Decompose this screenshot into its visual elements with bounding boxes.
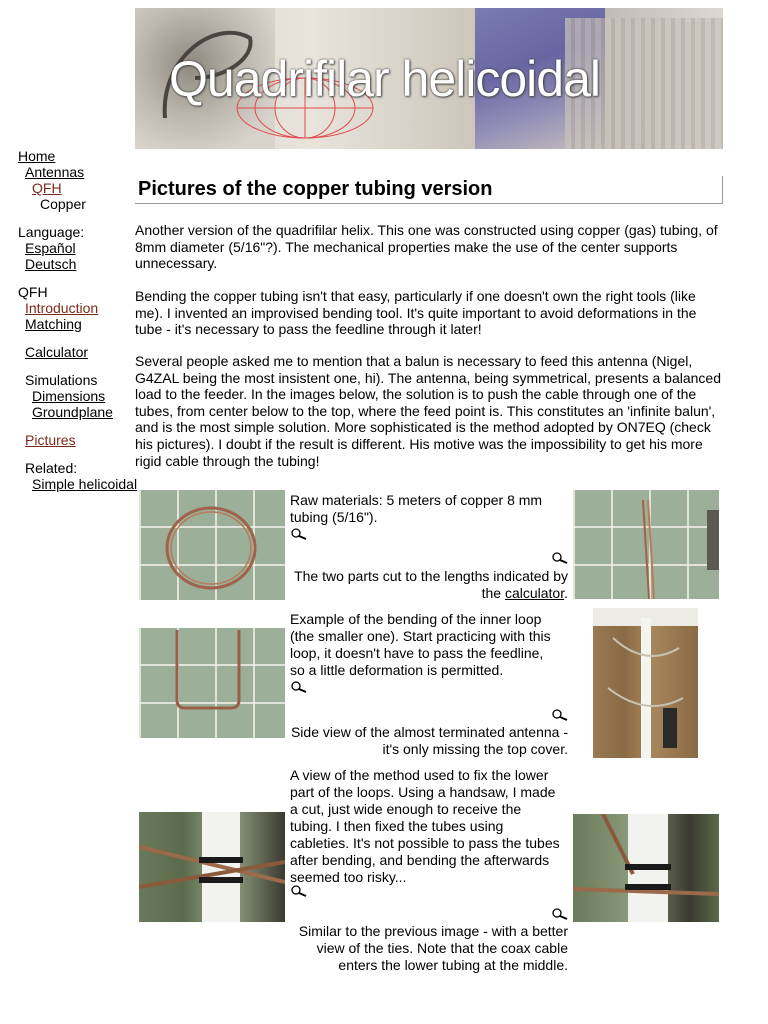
- caption-inner-loop: Example of the bending of the inner loop (the smaller one). Start practicing with this loop, it doesn't have to pass the feedline, so a little deformation is permitted.: [290, 611, 551, 678]
- caption-raw-materials: Raw materials: 5 meters of copper 8 mm tubing (5/16").: [290, 492, 543, 525]
- nav-home[interactable]: Home: [18, 148, 56, 164]
- caption-two-parts: The two parts cut to the lengths indicated by the calculator.: [294, 568, 568, 601]
- page-heading-box: [135, 176, 723, 204]
- nav-deutsch[interactable]: Deutsch: [25, 256, 77, 272]
- photo-lower-fix[interactable]: [139, 812, 285, 922]
- nav-matching[interactable]: Matching: [25, 316, 82, 332]
- nav-introduction[interactable]: Introduction: [25, 300, 99, 316]
- caption-side-view: Side view of the almost terminated antenna - it's only missing the top cover.: [290, 724, 568, 757]
- nav-copper-current: Copper: [40, 196, 86, 212]
- calculator-link[interactable]: calculator: [504, 585, 565, 601]
- magnifier-icon[interactable]: [551, 709, 569, 721]
- nav-antennas[interactable]: Antennas: [25, 164, 85, 180]
- magnifier-icon[interactable]: [290, 528, 308, 540]
- caption-ties: Similar to the previous image - with a better view of the ties. Note that the coax cable enters the lower tubing at the middle.: [298, 923, 568, 973]
- photo-raw-materials[interactable]: [139, 490, 285, 600]
- banner-title: Quadrifilar helicoidal: [169, 51, 601, 107]
- nav-dimensions[interactable]: Dimensions: [32, 388, 106, 404]
- nav-groundplane[interactable]: Groundplane: [32, 404, 113, 420]
- photo-inner-loop[interactable]: [139, 628, 285, 738]
- bending-paragraph: Bending the copper tubing isn't that easy, particularly if one doesn't own the right tools (like me). I invented an improvised bending tool. It's quite important to avoid deformations in the tube - it's necessary to pass the feedline through it later!: [135, 288, 697, 338]
- photo-ties[interactable]: [573, 814, 719, 922]
- left-navigation: [18, 148, 138, 492]
- related-label: Related:: [25, 460, 78, 476]
- simulations-label: Simulations: [25, 372, 98, 388]
- magnifier-icon[interactable]: [290, 681, 308, 693]
- magnifier-icon[interactable]: [551, 908, 569, 920]
- balun-paragraph: Several people asked me to mention that a balun is necessary to feed this antenna (Nigel, G4ZAL being the most insistent one, hi). The antenna, being symmetrical, presents a balanced load to the feeder. In the images below, the solution is to push the cable through one of the tubes, from center below to the top, where the feed point is. This constitutes an 'infinite balun', and is the most simple solution. More sophisticated is the method adopted by ON7EQ (check his pictures). I doubt if the result is different. His motive was the impossibility to get his more rigid cable through the tubing!: [135, 353, 721, 469]
- magnifier-icon[interactable]: [551, 552, 569, 564]
- nav-simple-helicoidal[interactable]: Simple helicoidal: [32, 476, 138, 492]
- magnifier-icon[interactable]: [290, 885, 308, 897]
- photo-side-view[interactable]: [593, 608, 698, 758]
- qfh-section-label: QFH: [18, 284, 48, 300]
- nav-calculator[interactable]: Calculator: [25, 344, 89, 360]
- nav-pictures[interactable]: Pictures: [25, 432, 76, 448]
- page-title: Pictures of the copper tubing version: [138, 178, 493, 200]
- nav-espanol[interactable]: Español: [25, 240, 76, 256]
- nav-qfh[interactable]: QFH: [32, 180, 62, 196]
- banner-image: [135, 8, 723, 149]
- photo-two-parts[interactable]: [573, 490, 719, 599]
- caption-lower-fix: A view of the method used to fix the lower part of the loops. Using a handsaw, I made a cut, just wide enough to receive the tubing. I then fixed the tubes using cableties. It's not possible to pass the tubes after bending, and bending the afterwards seemed too risky...: [290, 767, 560, 885]
- language-label: Language:: [18, 224, 85, 240]
- intro-paragraph: Another version of the quadrifilar helix. This one was constructed using copper (gas) tubing, of 8mm diameter (5/16"?). The mechanical properties make the use of the center supports unnecessary.: [135, 222, 718, 272]
